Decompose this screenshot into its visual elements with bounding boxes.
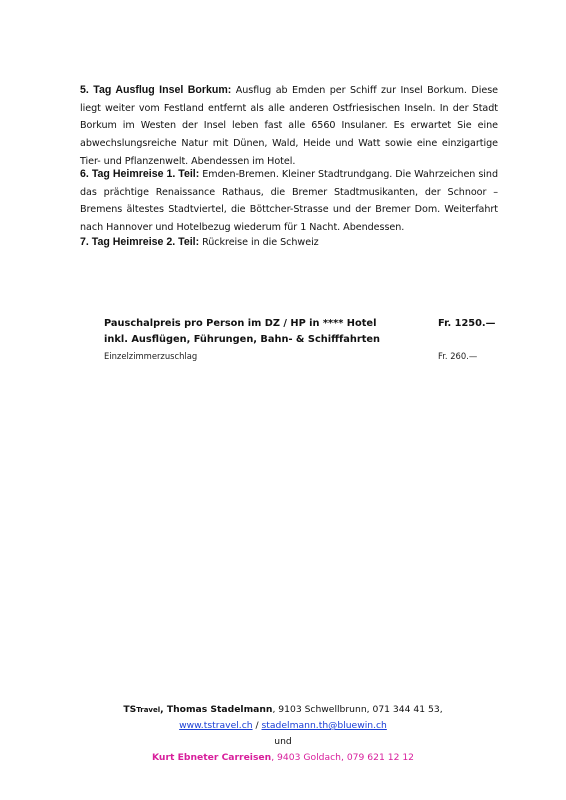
website-link[interactable]: www.tstravel.ch xyxy=(179,720,253,731)
footer-line-1 xyxy=(0,702,566,718)
day-6-text: Emden-Bremen. Kleiner Stadtrundgang. Die Wahrzeichen sind das prächtige Renaissance Rathaus, die Bremer Stadtmusikanten, der Schnoor – Bremens ältestes Stadtviertel, die Böttcher-Strasse und der Bremer Dom. Weiterfahrt nach Hannover und Hotelbezug wiederum für 1 Nacht. Abendessen. xyxy=(80,169,498,234)
day-7-heading: 7. Tag Heimreise 2. Teil: xyxy=(80,236,203,248)
package-price-value: Fr. 1250.— xyxy=(438,318,496,329)
day-5-section xyxy=(80,82,498,171)
partner-details: , 9403 Goldach, 079 621 12 12 xyxy=(271,752,415,763)
email-link[interactable]: stadelmann.th@bluewin.ch xyxy=(261,720,387,731)
package-price-label: Pauschalpreis pro Person im DZ / HP in **** Hotel xyxy=(104,318,377,329)
day-7-text: Rückreise in die Schweiz xyxy=(202,237,319,248)
footer-line-4 xyxy=(0,750,566,766)
day-7-section xyxy=(80,234,498,252)
day-5-heading: 5. Tag Ausflug Insel Borkum: xyxy=(80,84,236,96)
partner-name: Kurt Ebneter Carreisen xyxy=(151,752,272,763)
day-6-section xyxy=(80,166,498,237)
link-separator: / xyxy=(252,720,262,731)
footer-line-2 xyxy=(0,718,566,734)
day-5-text: Ausflug ab Emden per Schiff zur Insel Borkum. Diese liegt weiter vom Festland entfernt als alle anderen Ostfriesischen Inseln. In der Stadt Borkum im Westen der Insel leben fast alle 6560 Insulaner. Es erwartet Sie eine abwechslungsreiche Natur mit Dünen, Wald, Heide und Watt sowie eine einzigartige Tier- und Pflanzenwelt. Abendessen im Hotel. xyxy=(80,85,499,167)
single-supplement-label: Einzelzimmerzuschlag xyxy=(104,351,198,361)
brand-name: TSTravel, Thomas Stadelmann xyxy=(123,704,273,715)
footer-line-3 xyxy=(0,734,566,750)
footer-address: , 9103 Schwellbrunn, 071 344 41 53, xyxy=(272,704,443,715)
day-6-heading: 6. Tag Heimreise 1. Teil: xyxy=(80,168,203,180)
single-supplement-value: Fr. 260.— xyxy=(438,351,478,361)
footer-conjunction: und xyxy=(274,736,292,747)
inclusions-label: inkl. Ausflügen, Führungen, Bahn- & Schifffahrten xyxy=(104,334,380,345)
